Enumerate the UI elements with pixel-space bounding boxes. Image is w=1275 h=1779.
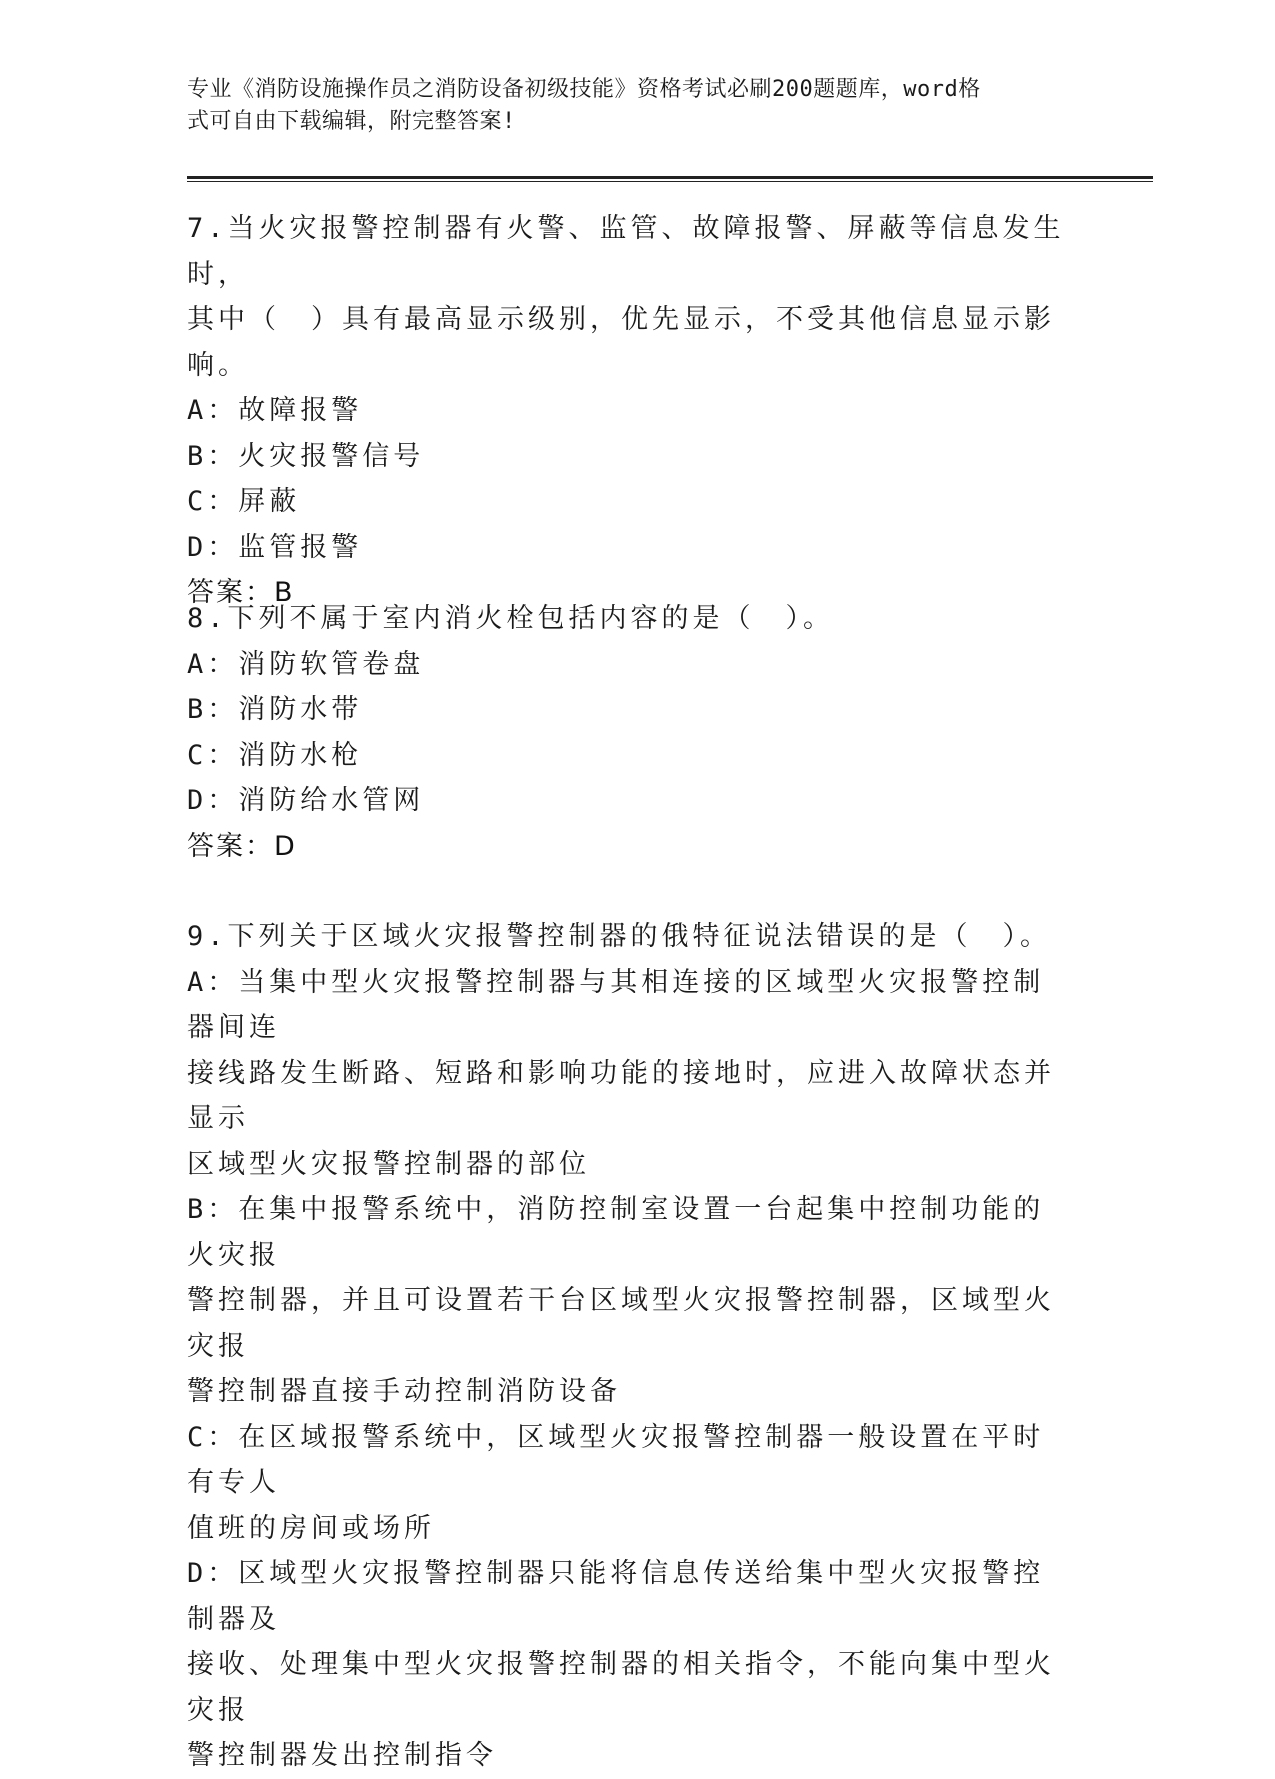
question-7 [187,206,1067,616]
header-divider-thin [187,181,1153,182]
header-divider-thick [187,176,1153,179]
option-b-line: B：在集中报警系统中，消防控制室设置一台起集中控制功能的火灾报 [187,1194,1045,1271]
answer-value: B [274,577,295,608]
option-c-line: 值班的房间或场所 [187,1512,435,1544]
answer-value: D [274,830,297,862]
option-a-line: 接线路发生断路、短路和影响功能的接地时，应进入故障状态并显示 [187,1057,1055,1134]
option-b: B：消防水带 [187,694,363,725]
answer [187,824,1067,870]
question-stem: 7.当火灾报警控制器有火警、监管、故障报警、屏蔽等信息发生时， [187,213,1065,290]
option-a-line: A：当集中型火灾报警控制器与其相连接的区域型火灾报警控制器间连 [187,966,1045,1043]
question-stem: 9.下列关于区域火灾报警控制器的俄特征说法错误的是（ ）。 [187,921,1052,952]
option-d-line: D：区域型火灾报警控制器只能将信息传送给集中型火灾报警控制器及 [187,1558,1045,1635]
option-d: D：消防给水管网 [187,785,425,816]
option-b-line: 警控制器，并且可设置若干台区域型火灾报警控制器，区域型火灾报 [187,1285,1055,1362]
option-d-line: 接收、处理集中型火灾报警控制器的相关指令，不能向集中型火灾报 [187,1649,1055,1726]
document-header [187,74,1057,138]
option-c: C：消防水枪 [187,739,363,771]
question-stem: 8.下列不属于室内消火栓包括内容的是（ ）。 [187,603,835,634]
option-b-line: 警控制器直接手动控制消防设备 [187,1376,621,1407]
question-stem: 其中（ ）具有最高显示级别，优先显示，不受其他信息显示影响。 [187,304,1055,381]
question-8 [187,596,1067,869]
answer-label: 答案： [187,577,274,608]
answer-label: 答案： [187,830,274,862]
option-b: B：火灾报警信号 [187,440,425,472]
option-a-line: 区域型火灾报警控制器的部位 [187,1148,590,1180]
option-c: C：屏蔽 [187,486,301,517]
option-d: D：监管报警 [187,531,363,563]
header-line-1: 专业《消防设施操作员之消防设备初级技能》资格考试必刷200题题库，word格 [187,77,981,102]
option-a: A：消防软管卷盘 [187,648,425,680]
question-9 [187,914,1067,1779]
option-a: A：故障报警 [187,395,363,426]
option-d-line: 警控制器发出控制指令 [187,1740,497,1771]
header-line-2: 式可自由下载编辑，附完整答案! [187,109,516,134]
option-c-line: C：在区域报警系统中，区域型火灾报警控制器一般设置在平时有专人 [187,1421,1045,1498]
